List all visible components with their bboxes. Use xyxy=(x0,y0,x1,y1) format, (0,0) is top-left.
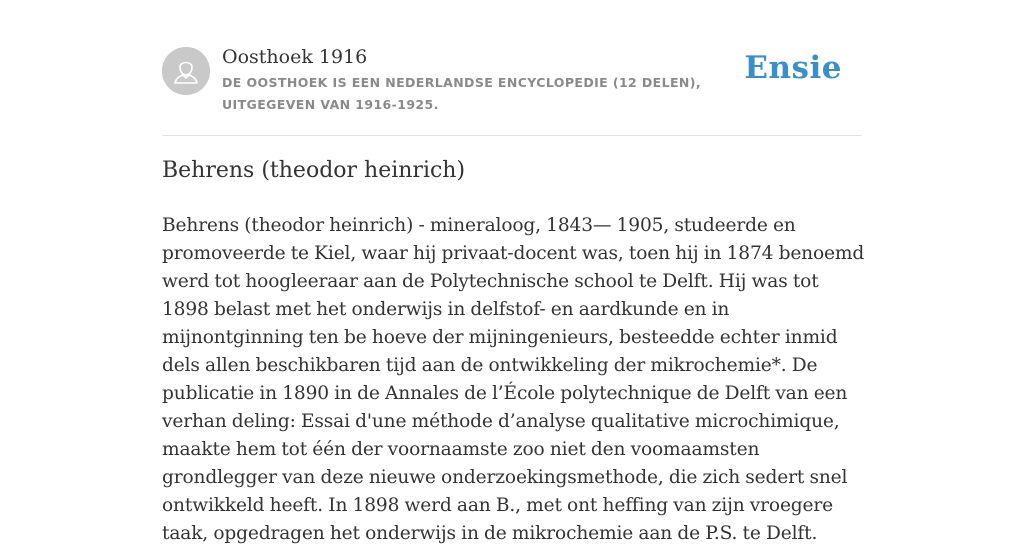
entry-title: Behrens (theodor heinrich) xyxy=(162,158,466,183)
entry-body: Behrens (theodor heinrich) - mineraloog, 1843— 1905, studeerde en promoveerde te Kiel, waar hij privaat-docent was, toen hij in 1874 benoemd werd tot hoogleeraar aan de Polytechnische school te Delft. Hij was tot 1898 belast met het onderwijs in delfstof- en aardkunde en in mijnontginning ten be hoeve der mijningenieurs, besteedde echter inmid dels allen beschikbaren tijd aan de ontwikkeling der mikrochemie*. De publicatie in 1890 in de Annales de l’École polytechnique de Delft van een verhan deling: Essai d'une méthode d’analyse qualitative microchimique, maakte hem tot één der voornaamste zoo niet den voomaamsten grondlegger van deze nieuwe onderzoekingsmethode, die zich sedert snel ontwikkeld heeft. In 1898 werd aan B., met ont heffing van zijn vroegere taak, opgedragen het onderwijs in de mikrochemie aan de P.S. te Delft. xyxy=(162,215,865,544)
ensie-logo-link[interactable]: Ensie xyxy=(744,50,842,86)
source-description: DE OOSTHOEK IS EEN NEDERLANDSE ENCYCLOPEDIE (12 DELEN), UITGEGEVEN VAN 1916-1925. xyxy=(222,75,702,112)
source-title[interactable]: Oosthoek 1916 xyxy=(222,46,368,68)
user-silhouette-icon[interactable] xyxy=(162,47,210,95)
header-divider xyxy=(162,135,862,136)
source-header xyxy=(162,44,862,135)
